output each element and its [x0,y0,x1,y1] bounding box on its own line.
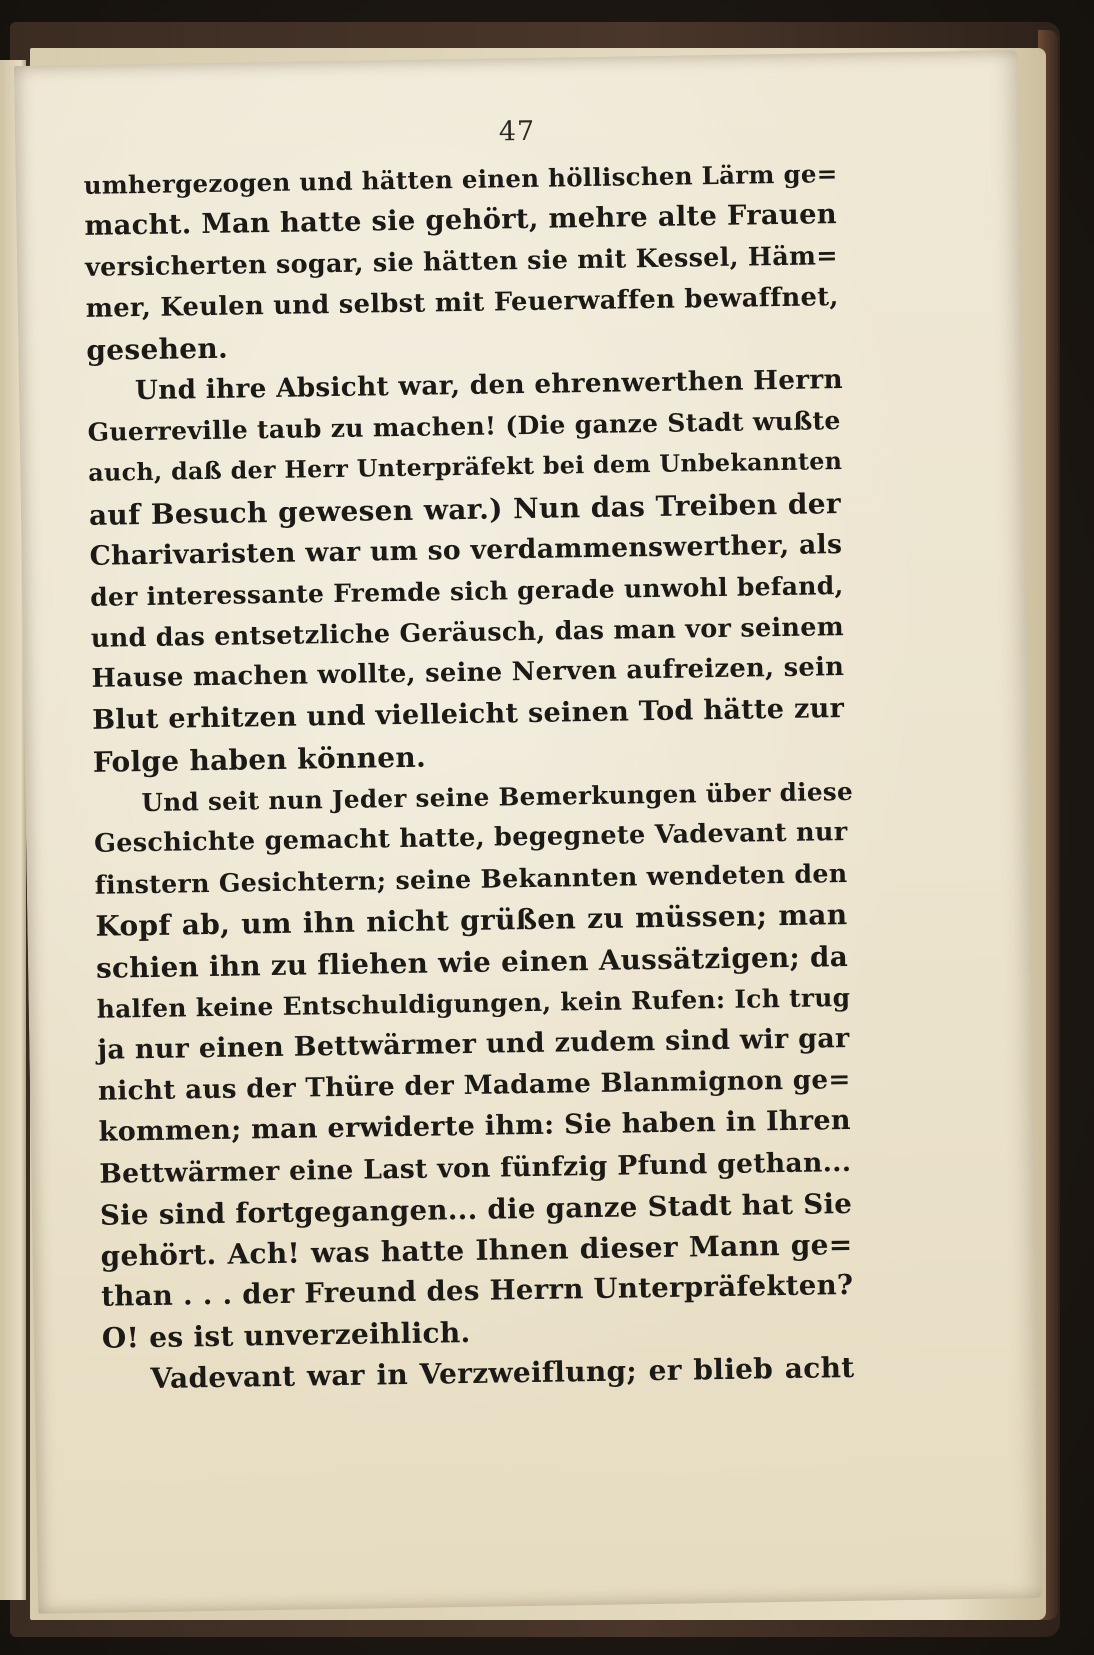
text-line: Sie sind fortgegangen... die ganze Stadt hat Sie [99,1186,853,1232]
text-line: Folge haben können. [92,740,427,779]
text-line: Vadevant war in Verzweiflung; er blieb acht [150,1351,855,1396]
text-line: O! es ist unverzeihlich. [101,1316,471,1356]
text-line: finstern Gesichtern; seine Bekannten wendeten den [94,858,848,900]
text-line: auf Besuch gewesen war.) Nun das Treiben der [88,486,842,532]
text-line: Geschichte gemacht hatte, begegnete Vadevant nur [93,816,848,859]
page-number: 47 [498,115,536,148]
text-line: nicht aus der Thüre der Madame Blanmignon ge= [97,1064,851,1107]
text-line: schien ihn zu fliehen wie einen Aussätzigen; da [95,939,849,985]
text-line: versicherten sogar, sie hätten sie mit Kessel, Häm= [84,240,839,283]
text-line: ja nur einen Bettwärmer und zudem sind wir gar [97,1022,850,1066]
text-line: Hause machen wollte, seine Nerven aufreizen, sein [91,652,845,695]
text-line: kommen; man erwiderte ihm: Sie haben in Ihren [98,1105,852,1149]
text-line: Und ihre Absicht war, den ehrenwerthen Herrn [134,363,844,407]
text-line: Charivaristen war um so verdammenswerther, als [89,528,843,572]
page-text [83,153,854,1400]
text-line: gesehen. [86,331,229,367]
text-line: macht. Man hatte sie gehört, mehre alte Frauen [84,198,838,243]
text-line: halfen keine Entschuldigungen, kein Rufen: Ich trug [96,982,851,1024]
text-line: und das entsetzliche Geräusch, das man vor seinem [90,611,845,653]
text-line: umhergezogen und hätten einen höllischen Lärm ge= [83,159,838,200]
text-line: than . . . der Freund des Herrn Unterpräfekten? [100,1269,854,1313]
text-line: gehört. Ach! was hatte Ihnen dieser Mann ge= [100,1227,853,1273]
text-line: Bettwärmer eine Last von fünfzig Pfund gethan... [99,1146,852,1190]
text-line: Und seit nun Jeder seine Bemerkungen über diese [141,776,854,817]
text-line: Blut erhitzen und vielleicht seinen Tod hätte zur [91,693,845,737]
text-line: Kopf ab, um ihn nicht grüßen zu müssen; man [95,898,848,944]
text-line: Guerreville taub zu machen! (Die ganze Stadt wußte [87,405,841,447]
text-line: mer, Keulen und selbst mit Feuerwaffen bewaffnet, [85,281,839,324]
text-line: der interessante Fremde sich gerade unwohl befand, [90,570,844,612]
book-page [14,50,1042,1614]
text-line: auch, daß der Herr Unterpräfekt bei dem Unbekannten [88,447,843,488]
